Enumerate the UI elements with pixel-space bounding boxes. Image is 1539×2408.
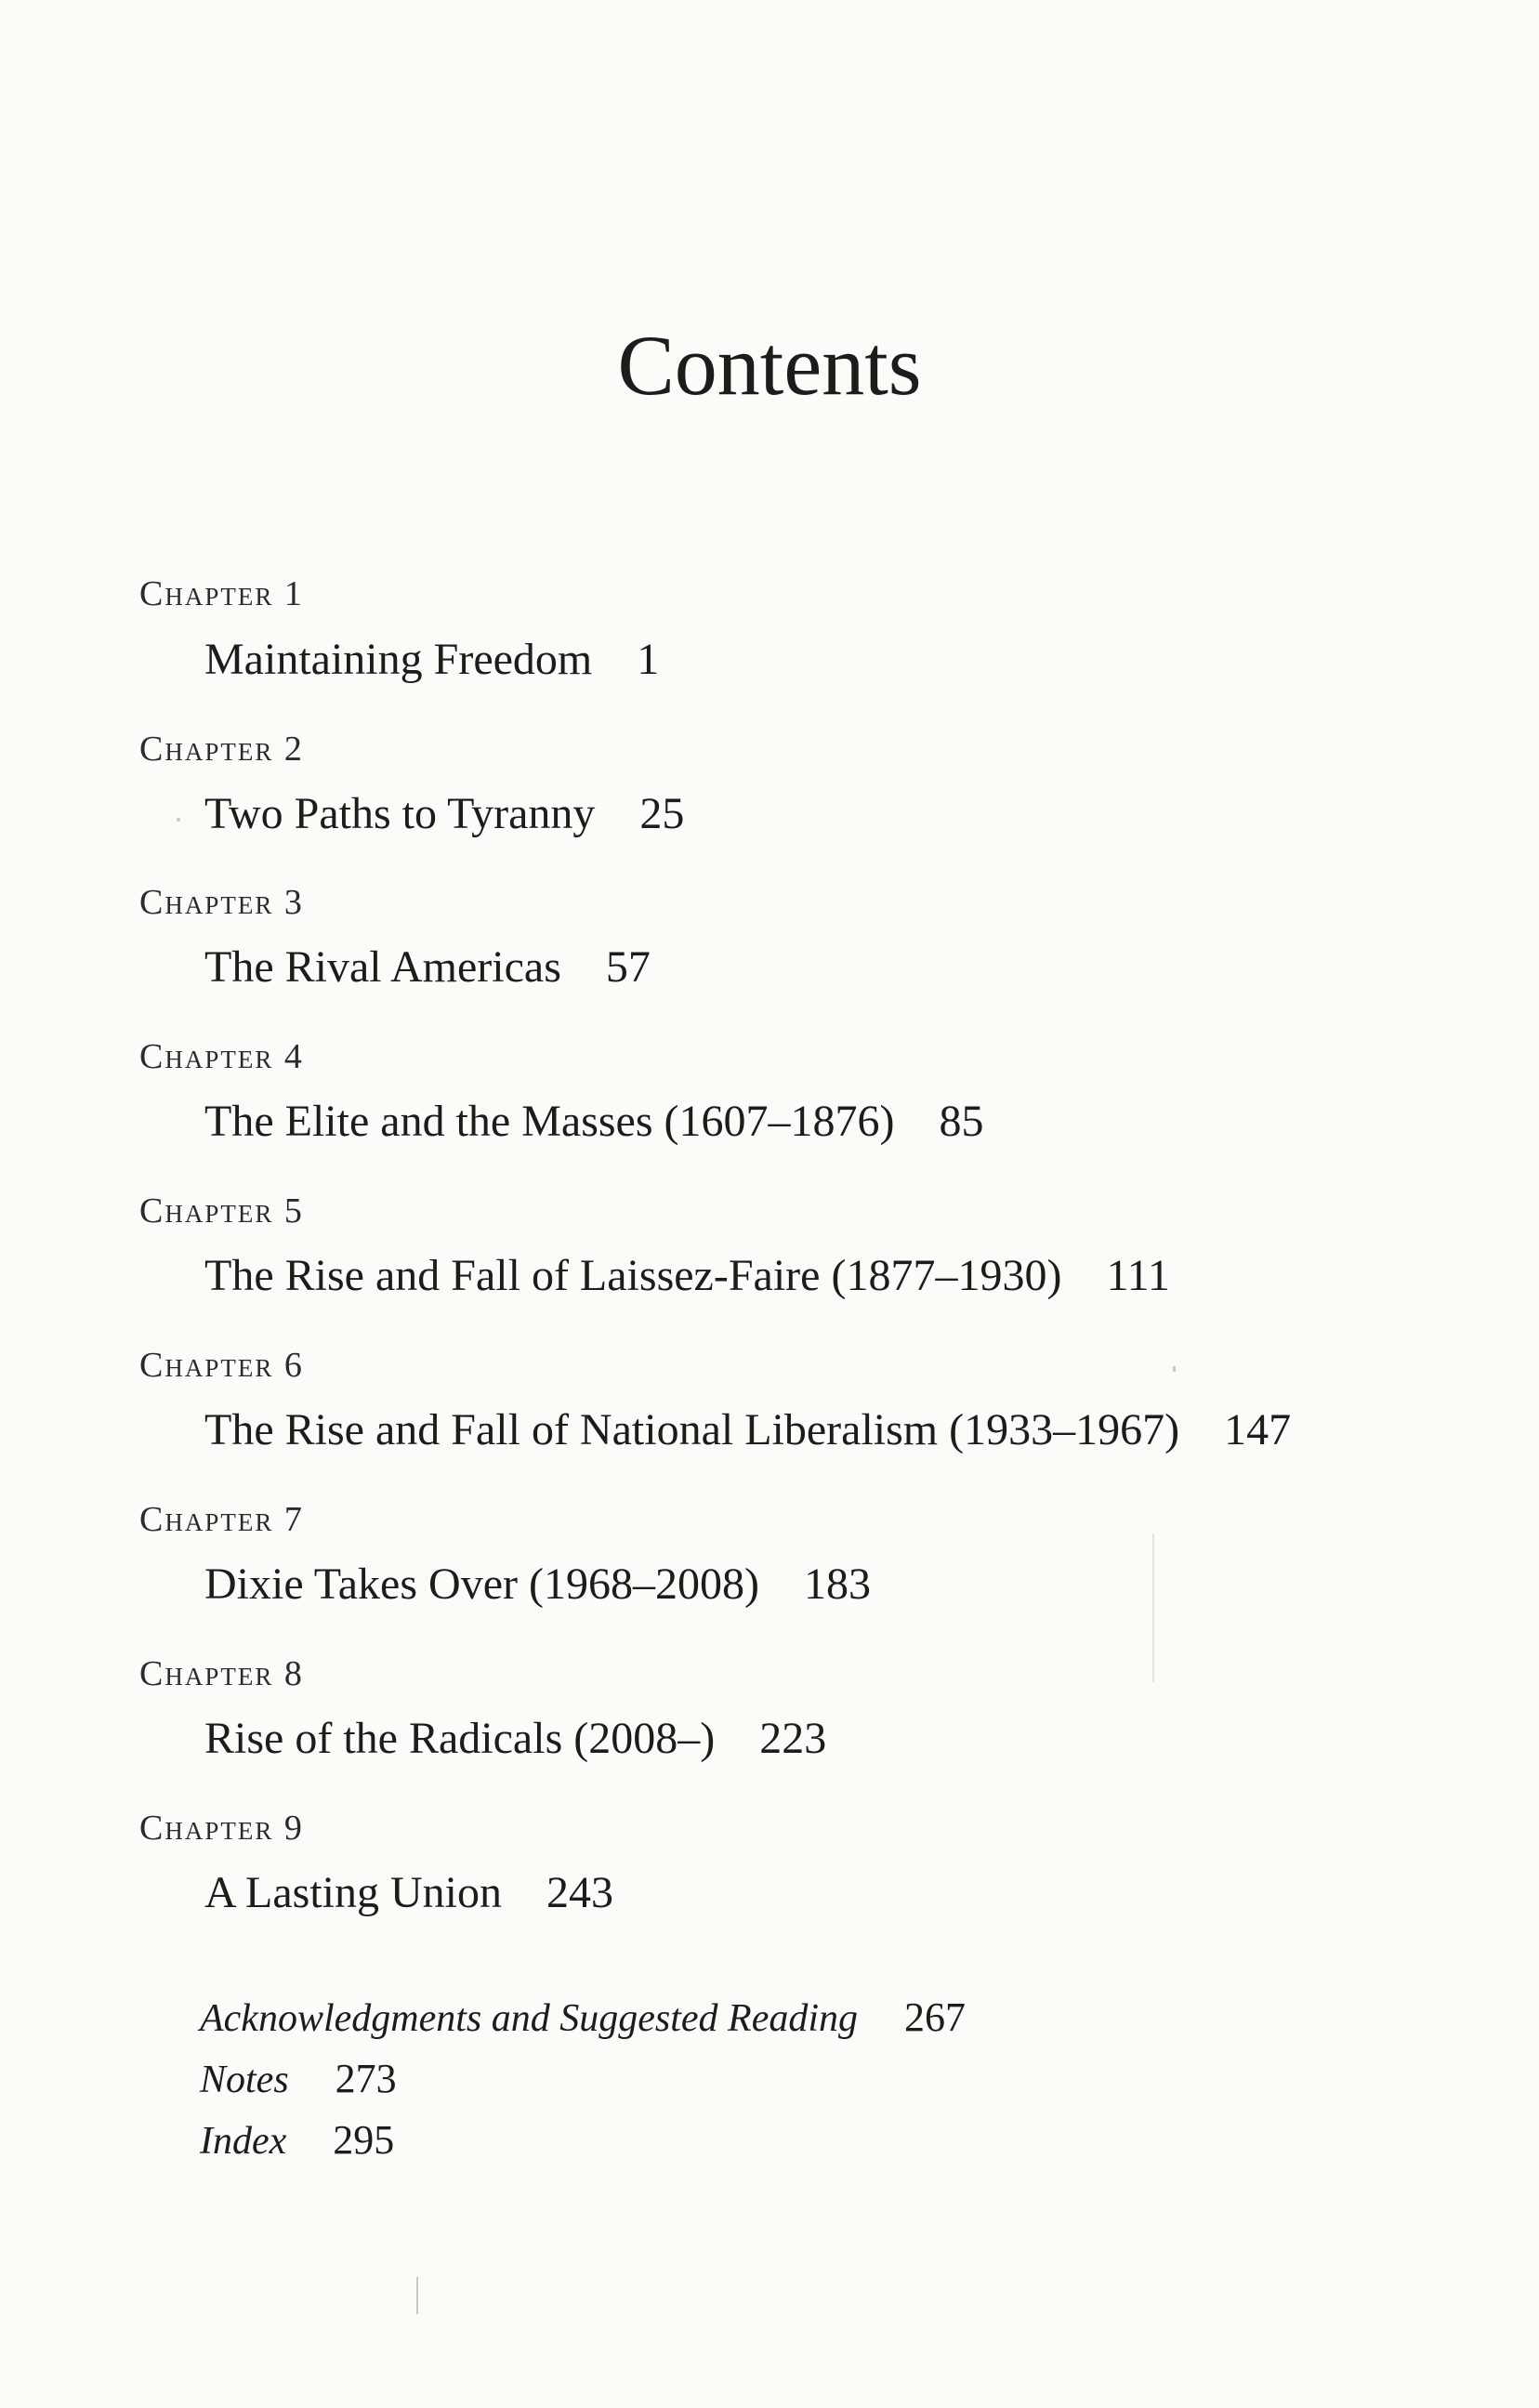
page-number: 295 — [333, 2117, 395, 2163]
back-matter-title: Notes — [200, 2059, 289, 2101]
page-title: Contents — [617, 318, 922, 413]
chapter-label: Chapter 2 — [139, 730, 304, 769]
chapter-entry[interactable] — [204, 1250, 1170, 1302]
chapter-entry[interactable] — [204, 1867, 613, 1919]
back-matter-entry[interactable] — [200, 1994, 966, 2043]
chapter-title: A Lasting Union — [204, 1868, 502, 1917]
back-matter-entry[interactable] — [200, 2055, 397, 2104]
chapter-title: The Rise and Fall of Laissez-Faire (1877–1930) — [204, 1251, 1062, 1300]
page-number: 147 — [1224, 1405, 1292, 1454]
chapter-title: The Elite and the Masses (1607–1876) — [204, 1097, 895, 1146]
page-number: 1 — [637, 635, 660, 684]
page-number: 243 — [546, 1868, 613, 1917]
page-number: 25 — [639, 789, 685, 838]
chapter-label: Chapter 5 — [139, 1191, 304, 1230]
chapter-title: Rise of the Radicals (2008–) — [204, 1714, 716, 1763]
chapter-title: Dixie Takes Over (1968–2008) — [204, 1559, 759, 1609]
page-number: 223 — [759, 1714, 827, 1763]
page-number: 267 — [904, 1994, 967, 2040]
chapter-label: Chapter 4 — [139, 1037, 304, 1076]
scan-crease — [1152, 1533, 1154, 1682]
page-number: 85 — [939, 1097, 984, 1146]
chapter-entry[interactable] — [204, 1096, 984, 1148]
chapter-label: Chapter 9 — [139, 1809, 304, 1848]
back-matter-title: Index — [200, 2120, 287, 2163]
scan-speck — [416, 2277, 418, 2314]
chapter-entry[interactable] — [204, 941, 651, 993]
page-number: 111 — [1106, 1251, 1170, 1300]
chapter-title: The Rise and Fall of National Liberalism (1933–1967) — [204, 1405, 1180, 1454]
chapter-title: Maintaining Freedom — [204, 635, 593, 684]
chapter-entry[interactable] — [204, 1559, 871, 1611]
chapter-label: Chapter 7 — [139, 1500, 304, 1539]
chapter-entry[interactable] — [204, 634, 659, 686]
chapter-label: Chapter 3 — [139, 883, 304, 922]
back-matter-title: Acknowledgments and Suggested Reading — [200, 1997, 859, 2040]
scan-speck — [177, 818, 180, 822]
chapter-label: Chapter 1 — [139, 574, 304, 613]
back-matter-entry[interactable] — [200, 2116, 394, 2165]
chapter-title: The Rival Americas — [204, 942, 561, 992]
chapter-label: Chapter 6 — [139, 1346, 304, 1385]
chapter-entry[interactable] — [204, 1713, 826, 1765]
chapter-title: Two Paths to Tyranny — [204, 789, 596, 838]
chapter-label: Chapter 8 — [139, 1654, 304, 1693]
chapter-entry[interactable] — [204, 1404, 1291, 1456]
chapter-entry[interactable] — [204, 788, 684, 840]
page-number: 273 — [335, 2056, 397, 2101]
page-number: 57 — [605, 942, 651, 992]
scan-speck — [1173, 1366, 1176, 1372]
page-number: 183 — [803, 1559, 871, 1609]
